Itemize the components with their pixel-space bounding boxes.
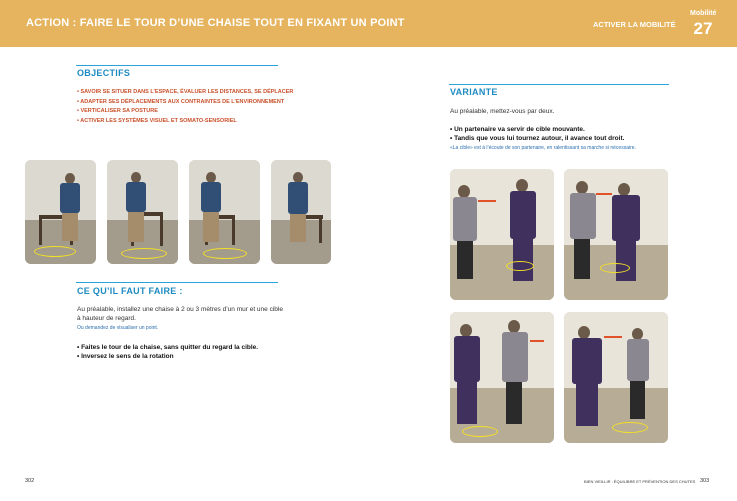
photo-step-4 (271, 160, 331, 264)
objectif-item: • SAVOIR SE SITUER DANS L’ESPACE, ÉVALUER LES DISTANCES, SE DÉPLACER (77, 89, 294, 95)
photo-variante-3 (450, 312, 554, 443)
objectifs-title: OBJECTIFS (77, 68, 131, 78)
variante-rule (449, 84, 669, 85)
variante-note: «La cible» est à l’écoute de son partenaire, en ralentissant sa marche si nécessaire. (450, 145, 636, 151)
objectifs-rule (76, 65, 278, 66)
exercise-number: 27 (693, 19, 713, 38)
faire-step: • Inversez le sens de la rotation (77, 353, 174, 360)
variante-step: • Un partenaire va servir de cible mouvante. (450, 126, 585, 133)
objectif-item: • ADAPTER SES DÉPLACEMENTS AUX CONTRAINTES DE L’ENVIRONNEMENT (77, 98, 285, 105)
left-page-number: 302 (25, 478, 35, 484)
action-title: ACTION : FAIRE LE TOUR D’UNE CHAISE TOUT EN FIXANT UN POINT (26, 17, 405, 29)
objectifs-list (77, 88, 293, 126)
section-subtitle: ACTIVER LA MOBILITÉ (593, 20, 676, 29)
variante-step: • Tandis que vous lui tournez autour, il avance tout droit. (450, 135, 625, 142)
faire-rule (76, 282, 278, 283)
photo-variante-4 (564, 312, 668, 443)
header-bar (0, 0, 737, 47)
book-title: BIEN VIEILLIR : ÉQUILIBRE ET PRÉVENTION DES CHUTES (584, 479, 696, 484)
category-label: Mobilité (690, 10, 717, 17)
photo-step-2 (107, 160, 178, 264)
variante-title: VARIANTE (450, 87, 498, 97)
faire-title: CE QU’IL FAUT FAIRE : (77, 286, 183, 296)
objectif-item: • ACTIVER LES SYSTÈMES VISUEL ET SOMATO-SENSORIEL (77, 117, 237, 124)
photo-step-3 (189, 160, 260, 264)
variante-intro: Au préalable, mettez-vous par deux. (450, 108, 555, 115)
objectif-item: • VERTICALISER SA POSTURE (77, 108, 158, 115)
faire-note: Ou demandez de visualiser un point. (77, 325, 159, 331)
photo-variante-1 (450, 169, 554, 300)
right-page-number: 303 (700, 478, 710, 484)
faire-intro: Au préalable, installez une chaise à 2 ou 3 mètres d’un mur et une cible à hauteur de regard. (77, 306, 283, 322)
photo-variante-2 (564, 169, 668, 300)
photo-step-1 (25, 160, 96, 264)
faire-step: • Faites le tour de la chaise, sans quitter du regard la cible. (77, 344, 259, 351)
